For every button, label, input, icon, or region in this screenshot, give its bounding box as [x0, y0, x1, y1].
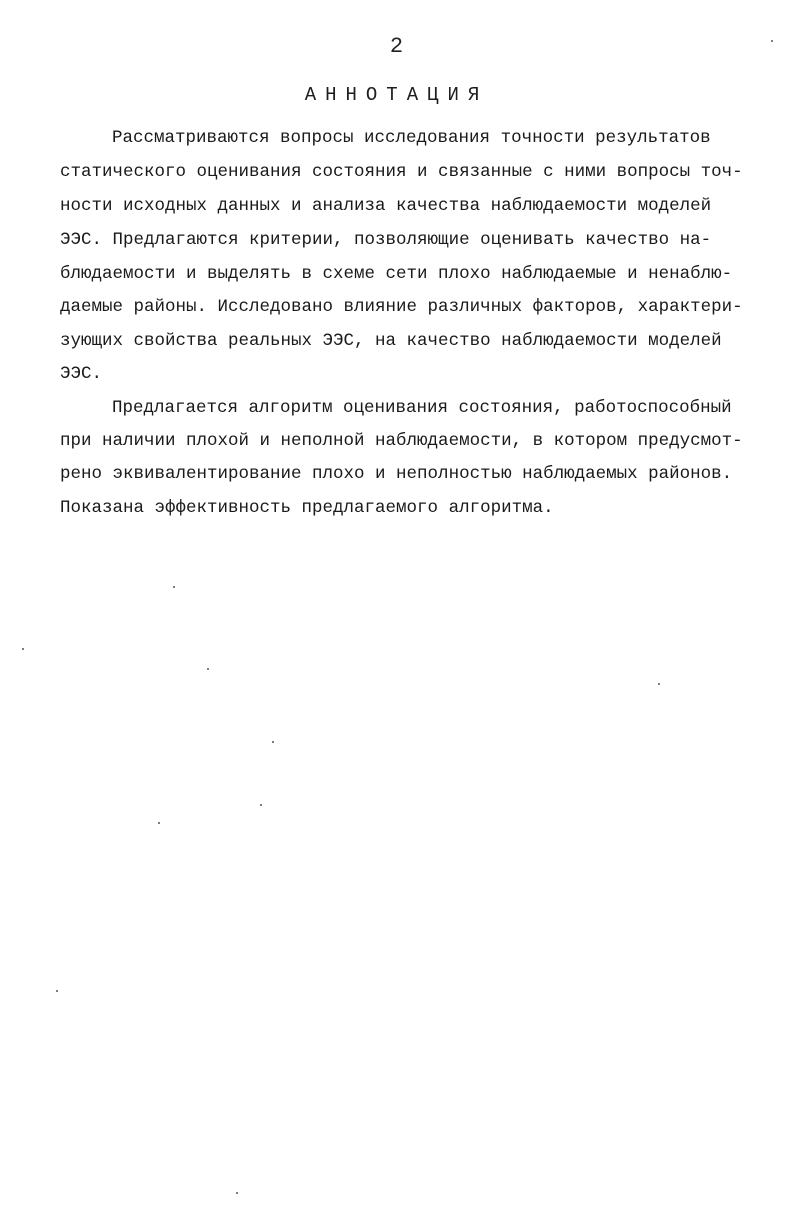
paragraph-2-line-4: Показана эффективность предлагаемого алгоритма. [60, 498, 554, 518]
scan-speck [272, 741, 274, 743]
annotation-heading: АННОТАЦИЯ [304, 84, 489, 106]
paragraph-1-line-4: ЭЭС. Предлагаются критерии, позволяющие оценивать качество на- [60, 230, 712, 250]
paragraph-1-line-1: Рассматриваются вопросы исследования точности результатов [112, 128, 711, 148]
scan-speck [173, 586, 175, 588]
paragraph-1-line-5: блюдаемости и выделять в схеме сети плохо наблюдаемые и ненаблю- [60, 264, 733, 284]
paragraph-2-line-2: при наличии плохой и неполной наблюдаемости, в котором предусмот- [60, 431, 743, 451]
scan-speck [260, 804, 262, 806]
scan-speck [658, 683, 660, 685]
paragraph-1-line-2: статического оценивания состояния и связанные с ними вопросы точ- [60, 162, 743, 182]
paragraph-2-line-1: Предлагается алгоритм оценивания состояния, работоспособный [112, 398, 732, 418]
page-number: 2 [389, 34, 404, 59]
scan-speck [771, 40, 773, 42]
paragraph-1-line-3: ности исходных данных и анализа качества наблюдаемости моделей [60, 196, 712, 216]
scan-speck [22, 648, 24, 650]
scan-speck [158, 822, 160, 824]
scan-speck [207, 668, 209, 670]
scan-speck [236, 1192, 238, 1194]
scan-speck [56, 990, 58, 992]
paragraph-1-line-7: зующих свойства реальных ЭЭС, на качество наблюдаемости моделей [60, 331, 722, 351]
paragraph-2-line-3: рено эквивалентирование плохо и неполностью наблюдаемых районов. [60, 464, 733, 484]
paragraph-1-line-6: даемые районы. Исследовано влияние различных факторов, характери- [60, 297, 743, 317]
paragraph-1-line-8: ЭЭС. [60, 364, 103, 384]
